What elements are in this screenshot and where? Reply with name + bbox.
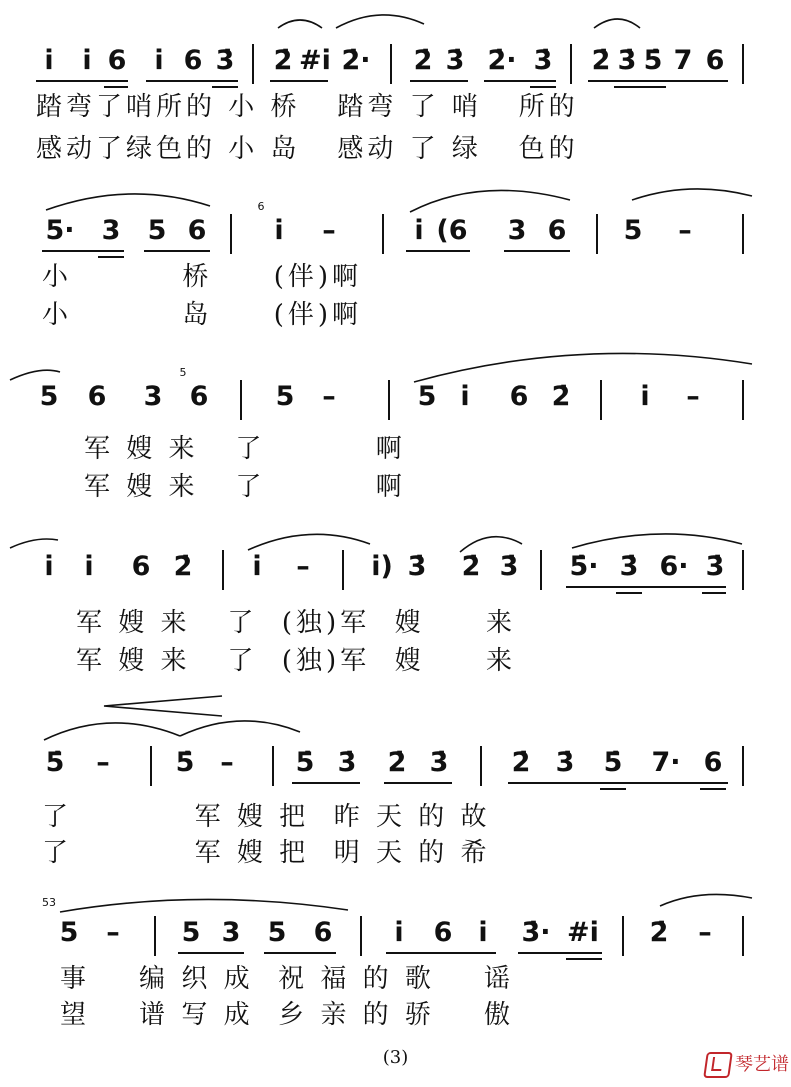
note: 5̇ — [603, 747, 623, 778]
page-number: (3) — [382, 1047, 409, 1068]
note: 5 — [147, 215, 167, 246]
lyric-line-2: 小 岛 (伴)啊 — [42, 300, 362, 330]
note: 2̇ — [461, 551, 481, 582]
slur — [632, 189, 752, 200]
note: 6 — [547, 215, 567, 246]
underline — [212, 86, 238, 88]
note: 3̇ — [619, 551, 639, 582]
lyric-line-1: 军 嫂 来 了 (独)军 嫂 来 — [76, 608, 516, 638]
note: i — [44, 45, 54, 76]
lyric-line-2: 了 军 嫂 把 明 天 的 希 — [42, 838, 491, 868]
note: i — [274, 215, 284, 246]
logo-text: 琴艺谱 — [735, 1054, 789, 1075]
site-logo — [705, 1050, 787, 1084]
note: 6 — [189, 381, 209, 412]
barline — [622, 916, 624, 956]
note: 3 — [507, 215, 527, 246]
note: 5 — [39, 381, 59, 412]
underline — [566, 586, 726, 588]
note: – — [322, 381, 336, 412]
barline — [742, 550, 744, 590]
underline — [588, 80, 728, 82]
note: 5̇ — [295, 747, 315, 778]
note: (6 — [436, 215, 468, 246]
note: 6· — [659, 551, 689, 582]
barline — [742, 380, 744, 420]
note: 2̇ — [173, 551, 193, 582]
note: 6 — [509, 381, 529, 412]
underline — [292, 782, 360, 784]
note: 3̇ — [215, 45, 235, 76]
underline — [384, 782, 452, 784]
grace-note: 5 — [179, 366, 187, 379]
note: 6 — [433, 917, 453, 948]
barline — [540, 550, 542, 590]
note: i — [154, 45, 164, 76]
barline — [342, 550, 344, 590]
underline — [616, 592, 642, 594]
grace-note: 53 — [42, 896, 56, 909]
underline — [566, 958, 602, 960]
underline — [178, 952, 244, 954]
note: #i — [567, 917, 599, 948]
note: 3̇ — [533, 45, 553, 76]
note: 6 — [107, 45, 127, 76]
underline — [484, 80, 556, 82]
note: i — [640, 381, 650, 412]
note: 6 — [183, 45, 203, 76]
underline — [406, 250, 470, 252]
note: 6 — [705, 45, 725, 76]
note: 3 — [221, 917, 241, 948]
barline — [390, 44, 392, 84]
note: 5̇ — [45, 747, 65, 778]
note: i — [460, 381, 470, 412]
underline — [98, 256, 124, 258]
underline — [264, 952, 336, 954]
note: i — [44, 551, 54, 582]
note: 3̇ — [407, 551, 427, 582]
lyric-line-1: 事 编 织 成 祝 福 的 歌 谣 — [60, 964, 514, 994]
note: 2̇ — [273, 45, 293, 76]
underline — [144, 250, 210, 252]
note: 5 — [417, 381, 437, 412]
underline — [700, 788, 726, 790]
note: 5 — [267, 917, 287, 948]
note: – — [322, 215, 336, 246]
note: 2̇· — [341, 45, 371, 76]
note: 2̇ — [551, 381, 571, 412]
note: – — [686, 381, 700, 412]
underline — [508, 782, 728, 784]
note: 6 — [187, 215, 207, 246]
lyric-line-2: 感动了绿色的 小 岛 感动 了 绿 色的 — [36, 134, 579, 164]
note: 2̇ — [387, 747, 407, 778]
note: 3 — [143, 381, 163, 412]
barline — [742, 214, 744, 254]
note: i — [82, 45, 92, 76]
barline — [388, 380, 390, 420]
note: i — [478, 917, 488, 948]
note: 2̇ — [511, 747, 531, 778]
note: #i — [299, 45, 331, 76]
staff-4 — [0, 538, 791, 598]
note: – — [678, 215, 692, 246]
underline — [614, 86, 666, 88]
note: 5 — [275, 381, 295, 412]
note: 5̇ — [175, 747, 195, 778]
grace-note: 6 — [257, 200, 265, 213]
note: i — [414, 215, 424, 246]
note: i — [394, 917, 404, 948]
note: 5̇ — [643, 45, 663, 76]
barline — [230, 214, 232, 254]
underline — [36, 80, 128, 82]
staff-3 — [0, 368, 791, 428]
note: 7· — [651, 747, 681, 778]
note: 3̇ — [445, 45, 465, 76]
barline — [596, 214, 598, 254]
barline — [222, 550, 224, 590]
note: 6 — [703, 747, 723, 778]
note: 5 — [623, 215, 643, 246]
barline — [480, 746, 482, 786]
lyric-line-2: 望 谱 写 成 乡 亲 的 骄 傲 — [60, 1000, 514, 1030]
note: i — [252, 551, 262, 582]
note: 5̇· — [569, 551, 599, 582]
note: i — [84, 551, 94, 582]
note: – — [296, 551, 310, 582]
underline — [504, 250, 570, 252]
barline — [382, 214, 384, 254]
note: 2̇ — [591, 45, 611, 76]
logo-icon — [703, 1052, 733, 1078]
note: 6 — [87, 381, 107, 412]
underline — [104, 86, 128, 88]
barline — [360, 916, 362, 956]
note: 3 — [101, 215, 121, 246]
barline — [742, 916, 744, 956]
barline — [150, 746, 152, 786]
lyric-line-1: 了 军 嫂 把 昨 天 的 故 — [42, 802, 491, 832]
barline — [240, 380, 242, 420]
note: 5· — [45, 215, 75, 246]
staff-6 — [0, 896, 791, 964]
slur — [594, 19, 640, 28]
note: 7 — [673, 45, 693, 76]
note: – — [220, 747, 234, 778]
note: 3̇ — [617, 45, 637, 76]
note: i) — [371, 551, 393, 582]
barline — [742, 746, 744, 786]
note: 3̇ — [337, 747, 357, 778]
underline — [410, 80, 468, 82]
lyric-line-1: 踏弯了哨所的 小 桥 踏弯 了 哨 所的 — [36, 92, 579, 122]
lyric-line-2: 军 嫂 来 了 啊 — [84, 472, 406, 502]
note: 3̇· — [521, 917, 551, 948]
note: 6 — [131, 551, 151, 582]
underline — [270, 80, 328, 82]
staff-2 — [0, 202, 791, 262]
note: 5 — [59, 917, 79, 948]
note: 3̇ — [555, 747, 575, 778]
note: – — [698, 917, 712, 948]
barline — [742, 44, 744, 84]
underline — [146, 80, 238, 82]
underline — [600, 788, 626, 790]
note: 3̇ — [705, 551, 725, 582]
note: 3̇ — [429, 747, 449, 778]
staff-5 — [0, 734, 791, 794]
note: 2̇· — [487, 45, 517, 76]
note: 2̇ — [649, 917, 669, 948]
lyric-line-1: 军 嫂 来 了 啊 — [84, 434, 406, 464]
note: 2̇ — [413, 45, 433, 76]
underline — [702, 592, 726, 594]
note: 6 — [313, 917, 333, 948]
barline — [272, 746, 274, 786]
underline — [530, 86, 556, 88]
staff-1 — [0, 32, 791, 92]
barline — [154, 916, 156, 956]
slur — [278, 20, 322, 28]
note: 3̇ — [499, 551, 519, 582]
note: – — [96, 747, 110, 778]
underline — [42, 250, 124, 252]
lyric-line-2: 军 嫂 来 了 (独)军 嫂 来 — [76, 646, 516, 676]
note: 5 — [181, 917, 201, 948]
barline — [252, 44, 254, 84]
barline — [570, 44, 572, 84]
underline — [518, 952, 602, 954]
crescendo-hairpin — [104, 696, 222, 716]
underline — [386, 952, 496, 954]
lyric-line-1: 小 桥 (伴)啊 — [42, 262, 362, 292]
note: – — [106, 917, 120, 948]
barline — [600, 380, 602, 420]
slur — [336, 15, 424, 28]
